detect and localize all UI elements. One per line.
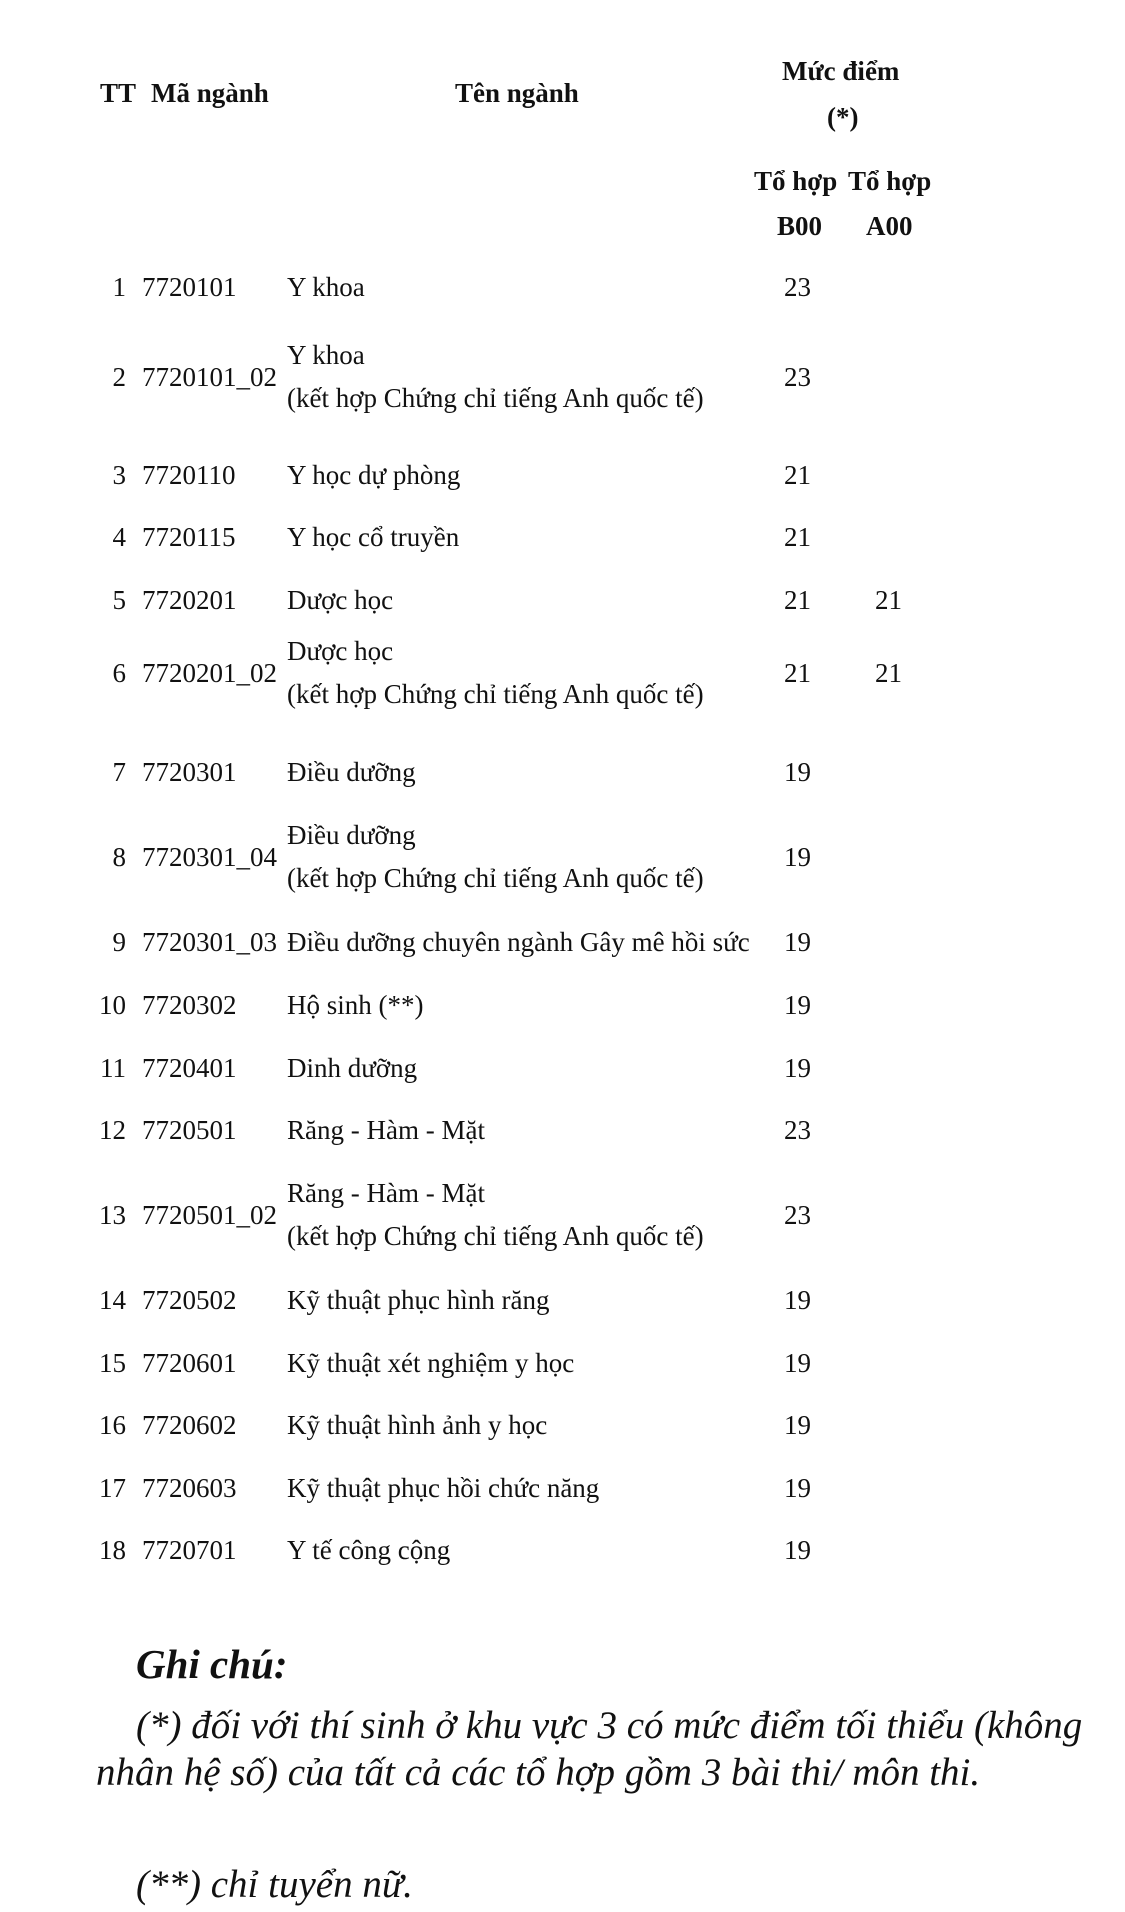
table-row xyxy=(0,1535,1125,1575)
row-tt: 3 xyxy=(112,460,126,490)
row-ma-nganh: 7720601 xyxy=(142,1348,237,1378)
row-ma-nganh: 7720101_02 xyxy=(142,362,277,392)
row-tt: 14 xyxy=(99,1285,126,1315)
row-ma-nganh: 7720502 xyxy=(142,1285,237,1315)
header-to-hop-b00: Tổ hợp xyxy=(754,166,838,196)
row-ten-nganh-line2: (kết hợp Chứng chỉ tiếng Anh quốc tế) xyxy=(287,383,704,413)
row-ten-nganh-line2: (kết hợp Chứng chỉ tiếng Anh quốc tế) xyxy=(287,863,704,893)
row-ma-nganh: 7720201_02 xyxy=(142,658,277,688)
row-ten-nganh xyxy=(287,1285,549,1316)
row-tt: 17 xyxy=(99,1473,126,1503)
row-ten-nganh-line1: Y tế công cộng xyxy=(287,1535,451,1565)
row-score-b00: 21 xyxy=(784,585,811,615)
table-row xyxy=(0,340,1125,430)
row-tt: 7 xyxy=(112,757,126,787)
row-ten-nganh-line1: Điều dưỡng xyxy=(287,757,416,787)
row-ma-nganh: 7720101 xyxy=(142,272,237,302)
row-ma-nganh: 7720302 xyxy=(142,990,237,1020)
row-ten-nganh-line1: Dược học xyxy=(287,585,394,615)
row-score-b00: 23 xyxy=(784,1115,811,1145)
table-row xyxy=(0,636,1125,726)
row-ten-nganh xyxy=(287,1178,704,1252)
row-score-b00: 19 xyxy=(784,1053,811,1083)
row-score-b00: 21 xyxy=(784,522,811,552)
row-ten-nganh-line1: Răng - Hàm - Mặt xyxy=(287,1115,485,1145)
table-row xyxy=(0,1348,1125,1388)
note-2: (**) chỉ tuyển nữ. xyxy=(136,1863,413,1906)
row-ma-nganh: 7720501 xyxy=(142,1115,237,1145)
row-ma-nganh: 7720110 xyxy=(142,460,236,490)
row-tt: 15 xyxy=(99,1348,126,1378)
row-ma-nganh: 7720501_02 xyxy=(142,1200,277,1230)
notes-title: Ghi chú: xyxy=(136,1641,288,1687)
row-score-b00: 19 xyxy=(784,842,811,872)
header-ma-nganh: Mã ngành xyxy=(151,78,269,108)
note-1: (*) đối với thí sinh ở khu vực 3 có mức điểm tối thiểu (không nhân hệ số) của tất cả các tổ hợp gồm 3 bài thi/ môn thi. xyxy=(96,1704,1083,1794)
row-score-b00: 19 xyxy=(784,1410,811,1440)
row-ten-nganh-line1: Kỹ thuật hình ảnh y học xyxy=(287,1410,548,1440)
row-tt: 11 xyxy=(100,1053,126,1083)
row-ma-nganh: 7720201 xyxy=(142,585,237,615)
row-tt: 6 xyxy=(112,658,126,688)
row-score-b00: 23 xyxy=(784,1200,811,1230)
row-ten-nganh xyxy=(287,990,424,1021)
table-row xyxy=(0,585,1125,625)
row-ten-nganh xyxy=(287,460,460,491)
row-ten-nganh-line1: Y khoa xyxy=(287,272,365,302)
row-tt: 8 xyxy=(112,842,126,872)
table-row xyxy=(0,272,1125,312)
row-ten-nganh xyxy=(287,1473,599,1504)
row-tt: 5 xyxy=(112,585,126,615)
table-row xyxy=(0,927,1125,967)
row-tt: 4 xyxy=(112,522,126,552)
row-tt: 1 xyxy=(112,272,126,302)
row-ten-nganh-line1: Kỹ thuật phục hồi chức năng xyxy=(287,1473,600,1503)
row-tt: 12 xyxy=(99,1115,126,1145)
row-ten-nganh xyxy=(287,1115,485,1146)
header-muc-diem: Mức điểm xyxy=(782,56,900,86)
row-ten-nganh-line1: Dược học xyxy=(287,636,394,666)
row-tt: 13 xyxy=(99,1200,126,1230)
row-ten-nganh xyxy=(287,636,704,710)
row-ten-nganh xyxy=(287,927,750,958)
row-ten-nganh xyxy=(287,522,459,553)
row-ten-nganh xyxy=(287,1348,574,1379)
row-score-b00: 19 xyxy=(784,1348,811,1378)
row-ten-nganh-line1: Y học dự phòng xyxy=(287,460,461,490)
row-score-b00: 23 xyxy=(784,272,811,302)
header-b00: B00 xyxy=(777,211,823,241)
table-row xyxy=(0,820,1125,910)
row-ma-nganh: 7720603 xyxy=(142,1473,237,1503)
row-score-b00: 19 xyxy=(784,1473,811,1503)
row-score-b00: 19 xyxy=(784,990,811,1020)
row-ten-nganh xyxy=(287,820,704,894)
row-ten-nganh-line1: Răng - Hàm - Mặt xyxy=(287,1178,485,1208)
row-score-b00: 19 xyxy=(784,757,811,787)
row-tt: 16 xyxy=(99,1410,126,1440)
row-ma-nganh: 7720301 xyxy=(142,757,237,787)
row-score-a00: 21 xyxy=(875,585,902,615)
row-ten-nganh xyxy=(287,340,704,414)
row-ten-nganh-line1: Kỹ thuật xét nghiệm y học xyxy=(287,1348,575,1378)
table-row xyxy=(0,1115,1125,1155)
table-row xyxy=(0,1178,1125,1268)
row-ma-nganh: 7720115 xyxy=(142,522,236,552)
row-score-b00: 19 xyxy=(784,1535,811,1565)
header-ten-nganh: Tên ngành xyxy=(455,78,579,108)
row-ma-nganh: 7720301_04 xyxy=(142,842,277,872)
row-ten-nganh xyxy=(287,1535,450,1566)
row-score-b00: 21 xyxy=(784,658,811,688)
row-tt: 18 xyxy=(99,1535,126,1565)
header-muc-diem-star: (*) xyxy=(827,102,859,132)
row-score-b00: 19 xyxy=(784,1285,811,1315)
row-tt: 9 xyxy=(112,927,126,957)
table-row xyxy=(0,460,1125,500)
row-ten-nganh xyxy=(287,585,393,616)
row-ten-nganh-line1: Điều dưỡng xyxy=(287,820,416,850)
row-ten-nganh-line1: Y học cổ truyền xyxy=(287,522,460,552)
row-ten-nganh xyxy=(287,1410,547,1441)
row-ten-nganh xyxy=(287,757,416,788)
table-row xyxy=(0,1410,1125,1450)
row-ten-nganh-line2: (kết hợp Chứng chỉ tiếng Anh quốc tế) xyxy=(287,1221,704,1251)
row-ten-nganh-line1: Điều dưỡng chuyên ngành Gây mê hồi sức xyxy=(287,927,750,957)
row-ma-nganh: 7720301_03 xyxy=(142,927,277,957)
row-ten-nganh-line1: Hộ sinh (**) xyxy=(287,990,424,1020)
row-ten-nganh xyxy=(287,1053,417,1084)
table-row xyxy=(0,1285,1125,1325)
row-score-b00: 21 xyxy=(784,460,811,490)
table-row xyxy=(0,990,1125,1030)
row-ten-nganh-line1: Y khoa xyxy=(287,340,365,370)
table-row xyxy=(0,522,1125,562)
row-ma-nganh: 7720602 xyxy=(142,1410,237,1440)
row-ma-nganh: 7720401 xyxy=(142,1053,237,1083)
row-score-a00: 21 xyxy=(875,658,902,688)
row-score-b00: 19 xyxy=(784,927,811,957)
row-ten-nganh-line1: Kỹ thuật phục hình răng xyxy=(287,1285,550,1315)
header-to-hop-a00: Tổ hợp xyxy=(848,166,932,196)
row-ma-nganh: 7720701 xyxy=(142,1535,237,1565)
row-ten-nganh-line2: (kết hợp Chứng chỉ tiếng Anh quốc tế) xyxy=(287,679,704,709)
table-row xyxy=(0,1053,1125,1093)
header-tt: TT xyxy=(100,78,137,108)
table-row xyxy=(0,1473,1125,1513)
row-ten-nganh-line1: Dinh dưỡng xyxy=(287,1053,418,1083)
row-tt: 2 xyxy=(112,362,126,392)
table-row xyxy=(0,757,1125,797)
row-tt: 10 xyxy=(99,990,126,1020)
row-ten-nganh xyxy=(287,272,365,303)
row-score-b00: 23 xyxy=(784,362,811,392)
header-a00: A00 xyxy=(866,211,913,241)
